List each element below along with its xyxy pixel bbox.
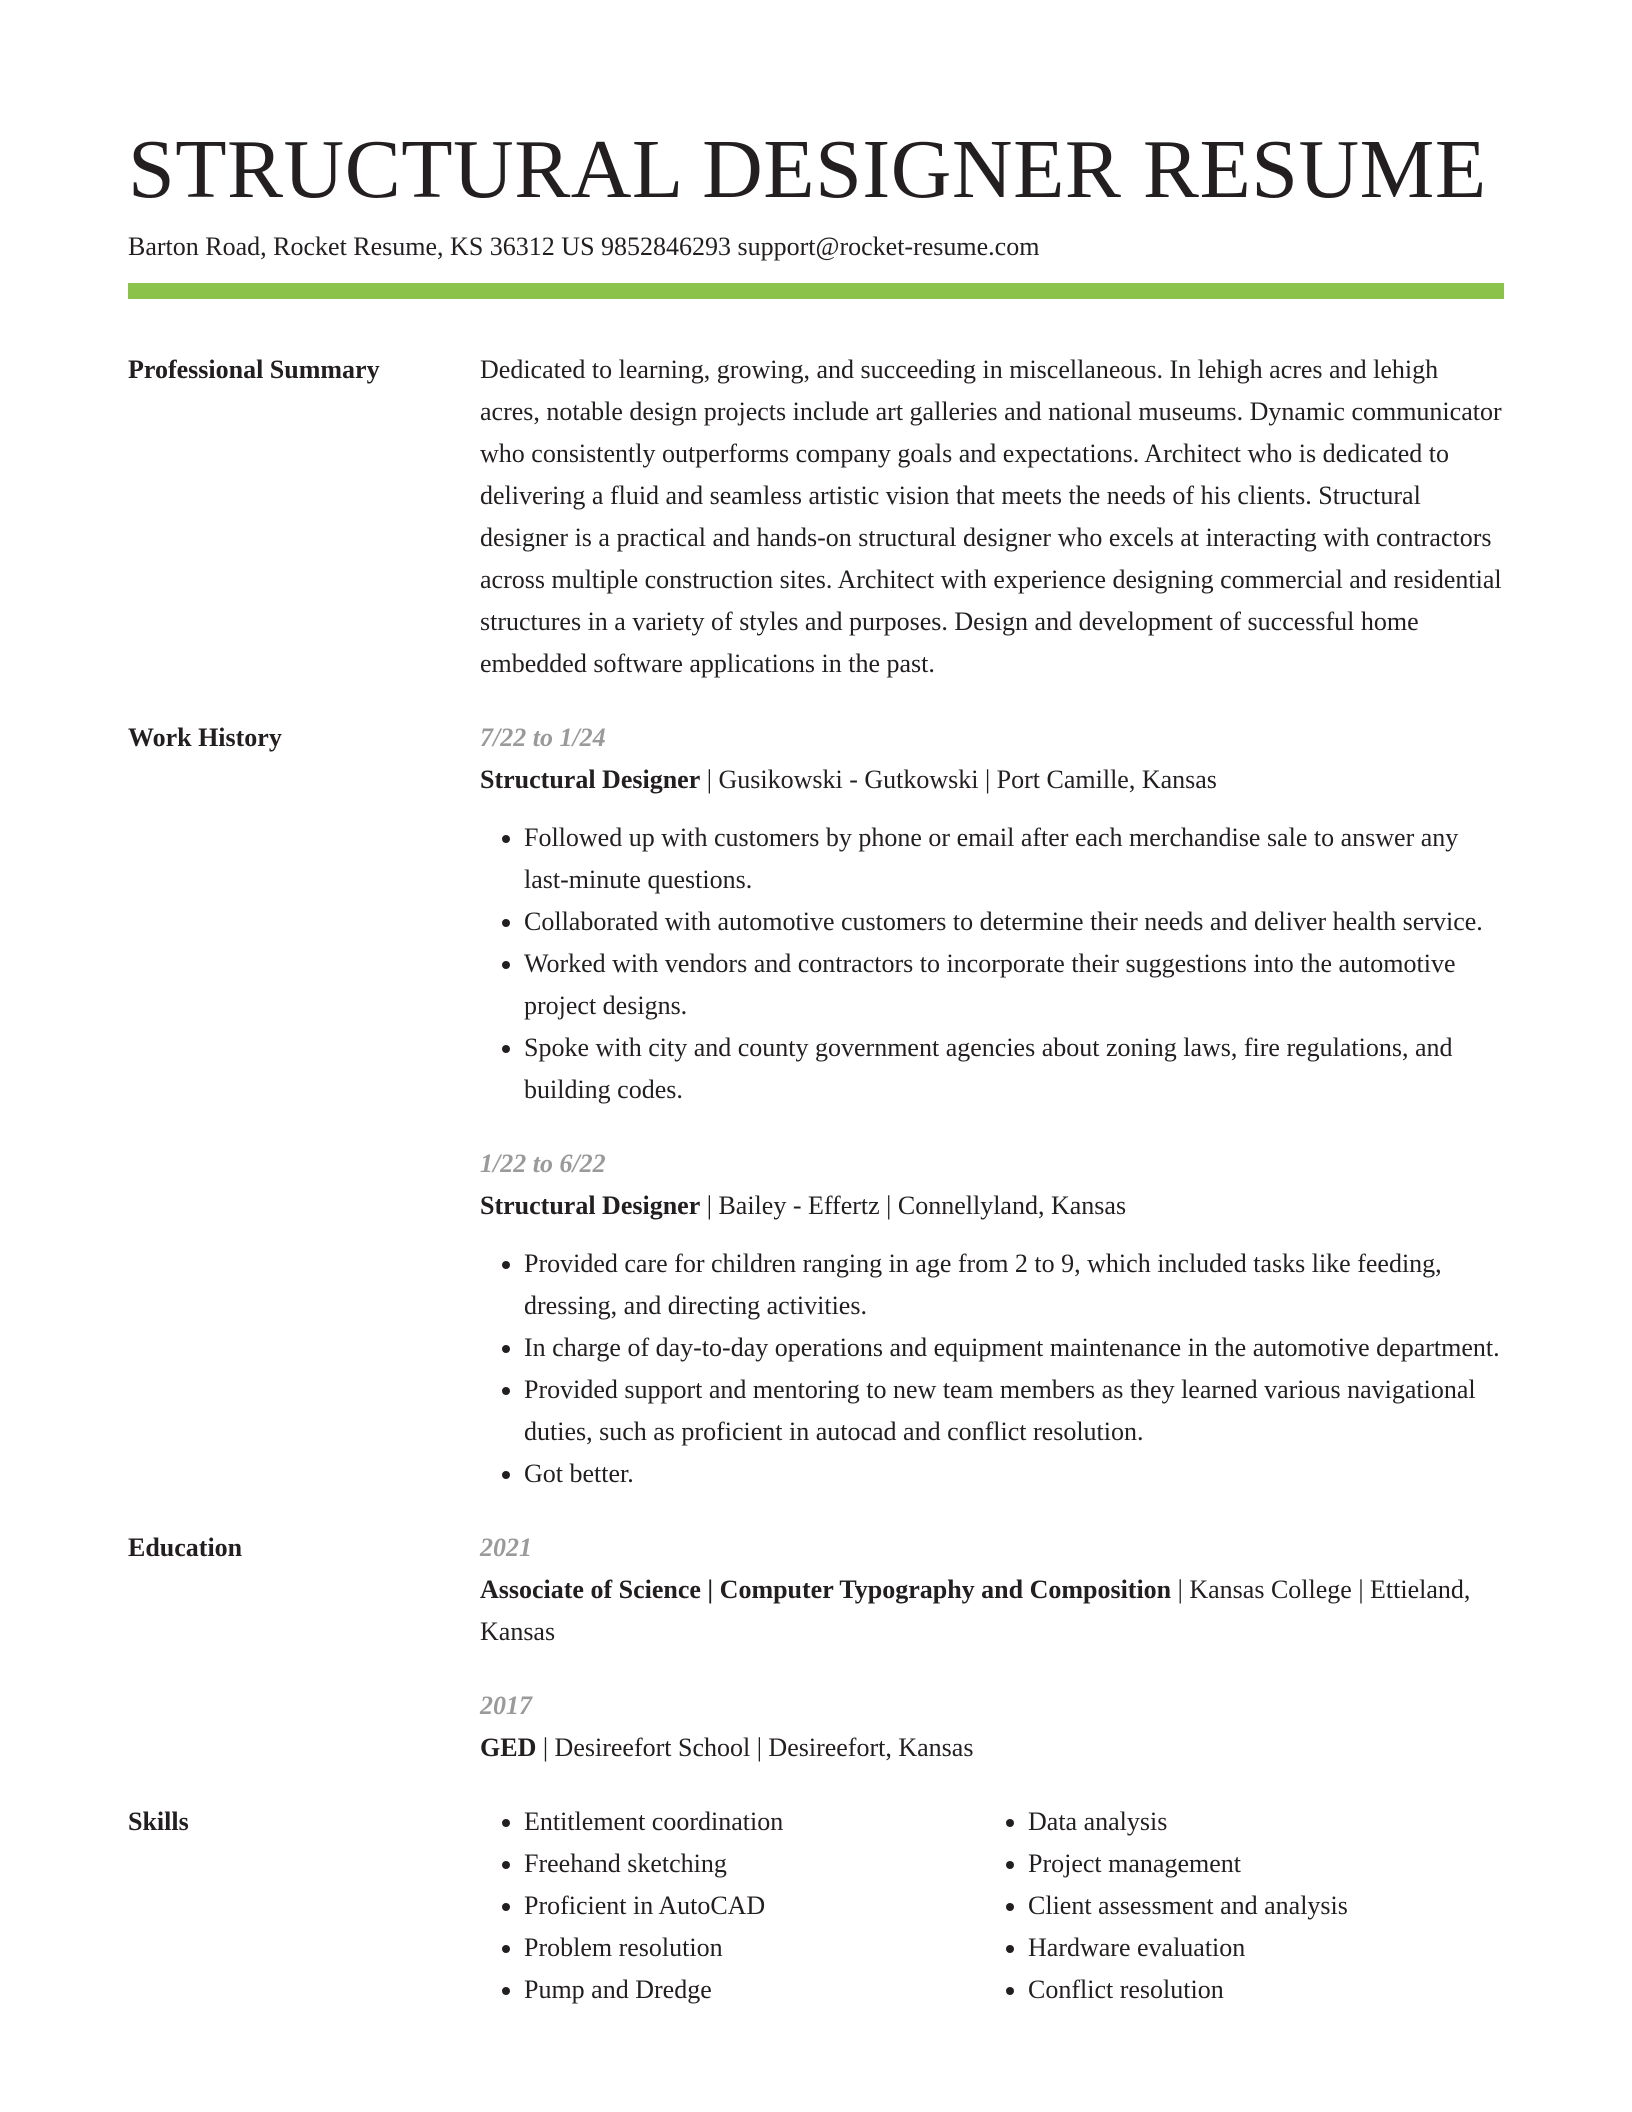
job-bullets [480,817,1504,1111]
job-title: Structural Designer [480,765,701,794]
work-history-section [128,717,1504,1495]
summary-text: Dedicated to learning, growing, and succeeding in miscellaneous. In lehigh acres and lehigh acres, notable design projects include art galleries and national museums. Dynamic communicator who consistently outperforms company goals and expectations. Architect who is dedicated to delivering a fluid and seamless artistic vision that meets the needs of his clients. Structural designer is a practical and hands-on structural designer who excels at interacting with contractors across multiple construction sites. Architect with experience designing commercial and residential structures in a variety of styles and purposes. Design and development of successful home embedded software applications in the past. [480,355,1502,678]
contact-line: Barton Road, Rocket Resume, KS 36312 US 9852846293 support@rocket-resume.com [128,232,1040,261]
skills-list-right [984,1801,1488,2011]
job-heading [480,759,1504,801]
skill-item: • Entitlement coordination [524,1801,984,1843]
job-bullet: • Got better. [524,1453,1504,1495]
job-dates: 1/22 to 6/22 [480,1149,606,1178]
education-year: 2021 [480,1533,532,1562]
job-bullet: • Provided support and mentoring to new team members as they learned various navigational duties, such as proficient in autocad and conflict resolution. [524,1369,1504,1453]
skills-section [128,1801,1504,2011]
section-label-work: Work History [128,723,282,752]
skill-item: • Problem resolution [524,1927,984,1969]
education-heading [480,1569,1504,1653]
job-details: | Bailey - Effertz | Connellyland, Kansas [700,1191,1127,1220]
skills-list-left [480,1801,984,2011]
job-bullet: • Followed up with customers by phone or email after each merchandise sale to answer any last-minute questions. [524,817,1504,901]
job-dates: 7/22 to 1/24 [480,723,606,752]
section-label-skills: Skills [128,1807,189,1836]
job-bullet: • Provided care for children ranging in age from 2 to 9, which included tasks like feeding, dressing, and directing activities. [524,1243,1504,1327]
job-heading [480,1185,1504,1227]
education-year: 2017 [480,1691,532,1720]
skill-item: • Data analysis [1028,1801,1488,1843]
skill-item: • Proficient in AutoCAD [524,1885,984,1927]
education-entry [480,1527,1504,1653]
job-bullet: • Collaborated with automotive customers to determine their needs and deliver health service. [524,901,1504,943]
job-bullet: • In charge of day-to-day operations and equipment maintenance in the automotive department. [524,1327,1504,1369]
skill-item: • Project management [1028,1843,1488,1885]
job-details: | Gusikowski - Gutkowski | Port Camille, Kansas [700,765,1217,794]
resume-title: STRUCTURAL DESIGNER RESUME [128,123,1487,216]
section-label-education: Education [128,1533,243,1562]
job-bullet: • Worked with vendors and contractors to incorporate their suggestions into the automotive project designs. [524,943,1504,1027]
education-details: | Kansas College | Ettieland, Kansas [480,1575,1471,1646]
skill-item: • Pump and Dredge [524,1969,984,2011]
job-title: Structural Designer [480,1191,701,1220]
job-bullet: • Spoke with city and county government agencies about zoning laws, fire regulations, and building codes. [524,1027,1504,1111]
job-bullets [480,1243,1504,1495]
education-degree: GED [480,1733,537,1762]
summary-section [128,349,1504,685]
resume-page [128,0,1504,2011]
job-entry [480,717,1504,1111]
education-entry [480,1685,1504,1769]
education-section [128,1527,1504,1769]
education-heading [480,1727,1504,1769]
section-label-summary: Professional Summary [128,355,380,384]
skill-item: • Client assessment and analysis [1028,1885,1488,1927]
skill-item: • Freehand sketching [524,1843,984,1885]
job-entry [480,1143,1504,1495]
education-details: | Desireefort School | Desireefort, Kansas [536,1733,974,1762]
education-degree: Associate of Science | Computer Typography and Composition [480,1575,1172,1604]
skill-item: • Conflict resolution [1028,1969,1488,2011]
skills-columns [480,1801,1504,2011]
skill-item: • Hardware evaluation [1028,1927,1488,1969]
accent-divider [128,283,1504,299]
